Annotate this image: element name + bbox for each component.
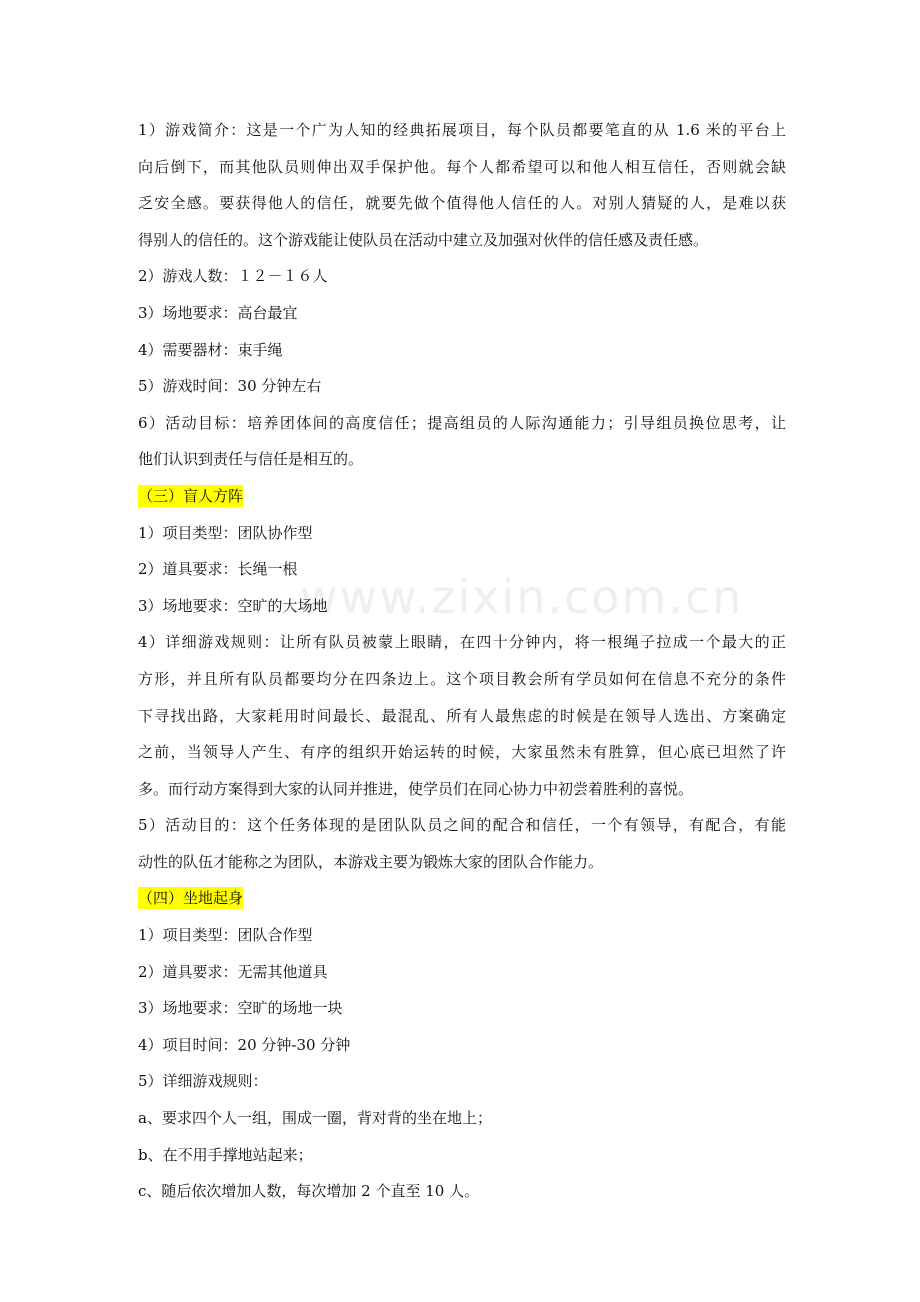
paragraph-line: 乏安全感。要获得他人的信任，就要先做个值得他人信任的人。对别人猜疑的人，是难以获 xyxy=(138,194,786,213)
list-item: 1）项目类型：团队协作型 xyxy=(138,523,313,542)
paragraph-line: 向后倒下，而其他队员则伸出双手保护他。每个人都希望可以和他人相互信任，否则就会缺 xyxy=(138,157,786,176)
paragraph-line: 4）详细游戏规则：让所有队员被蒙上眼睛，在四十分钟内，将一根绳子拉成一个最大的正 xyxy=(138,633,786,652)
list-item: 4）需要器材：束手绳 xyxy=(138,340,283,359)
list-item: 2）游戏人数：１２－１６人 xyxy=(138,267,328,286)
list-item: b、在不用手撑地站起来； xyxy=(138,1145,313,1164)
list-item: 3）场地要求：空旷的场地一块 xyxy=(138,999,343,1018)
paragraph-line: 方形，并且所有队员都要均分在四条边上。这个项目教会所有学员如何在信息不充分的条件 xyxy=(138,669,786,688)
list-item: 1）项目类型：团队合作型 xyxy=(138,926,313,945)
list-item: 2）道具要求：无需其他道具 xyxy=(138,962,328,981)
paragraph-line: 5）活动目的：这个任务体现的是团队队员之间的配合和信任，一个有领导，有配合，有能 xyxy=(138,816,786,835)
section-heading-text: （四）坐地起身 xyxy=(138,889,244,908)
list-item: 3）场地要求：空旷的大场地 xyxy=(138,596,328,615)
section-heading-text: （三）盲人方阵 xyxy=(138,486,244,505)
paragraph-line: 多。而行动方案得到大家的认同并推进，使学员们在同心协力中初尝着胜利的喜悦。 xyxy=(138,779,694,798)
paragraph-line: 他们认识到责任与信任是相互的。 xyxy=(138,450,364,469)
list-item: 4）项目时间：20 分钟-30 分钟 xyxy=(138,1035,351,1054)
document-body xyxy=(138,112,786,1210)
paragraph-line: 之前，当领导人产生、有序的组织开始运转的时候，大家虽然未有胜算，但心底已坦然了许 xyxy=(138,743,786,762)
list-item: 3）场地要求：高台最宜 xyxy=(138,303,298,322)
paragraph-line: 得别人的信任的。这个游戏能让使队员在活动中建立及加强对伙伴的信任感及责任感。 xyxy=(138,230,709,249)
paragraph-line: 1）游戏简介：这是一个广为人知的经典拓展项目，每个队员都要笔直的从 1.6 米的平台上 xyxy=(138,121,786,139)
list-item: 5）游戏时间：30 分钟左右 xyxy=(138,377,322,396)
section-heading xyxy=(138,880,786,917)
watermark: www.zixin.com.cn xyxy=(300,570,744,624)
list-item: 5）详细游戏规则： xyxy=(138,1072,268,1091)
list-item: a、要求四个人一组，围成一圈，背对背的坐在地上； xyxy=(138,1109,492,1128)
list-item: c、随后依次增加人数，每次增加 2 个直至 10 人。 xyxy=(138,1182,480,1201)
paragraph-line: 动性的队伍才能称之为团队，本游戏主要为锻炼大家的团队合作能力。 xyxy=(138,852,604,871)
paragraph-line: 6）活动目标：培养团体间的高度信任；提高组员的人际沟通能力；引导组员换位思考，让 xyxy=(138,413,786,432)
list-item: 2）道具要求：长绳一根 xyxy=(138,560,298,579)
section-heading xyxy=(138,478,786,515)
paragraph-line: 下寻找出路，大家耗用时间最长、最混乱、所有人最焦虑的时候是在领导人选出、方案确定 xyxy=(138,706,786,725)
